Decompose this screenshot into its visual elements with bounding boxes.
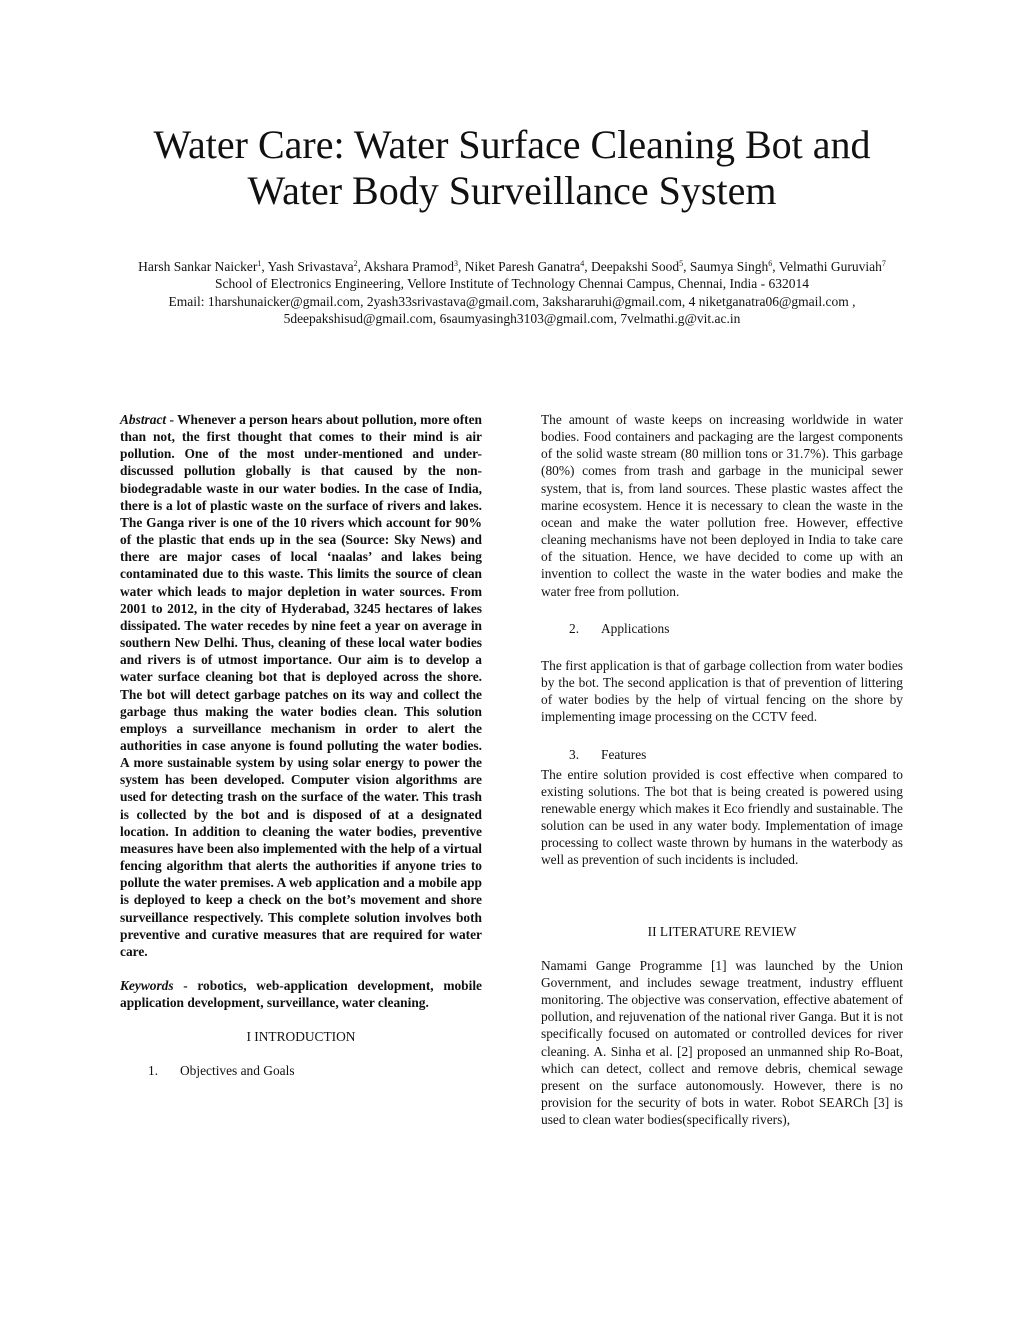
abstract-dash: - xyxy=(166,412,178,427)
author-index: 3 xyxy=(453,259,458,268)
keywords-text: robotics, web-application development, mobile application development, surveillance, water cleaning. xyxy=(120,978,482,1011)
author-separator: , xyxy=(261,259,268,274)
email-line-2: 5deepakshisud@gmail.com, 6saumyasingh3103@gmail.com, 7velmathi.g@vit.ac.in xyxy=(283,311,741,327)
paper-title xyxy=(0,122,1024,214)
subsection-heading-objectives xyxy=(120,1062,482,1079)
subsection-number: 2. xyxy=(569,620,580,636)
left-column xyxy=(120,411,482,1080)
paragraph-applications: The first application is that of garbage collection from water bodies by the bot. The second application is that of prevention of littering of water bodies by the help of virtual fencing on the shore by implementing image processing on the CCTV feed. xyxy=(541,657,903,725)
keywords xyxy=(120,977,482,1011)
section-heading-introduction: I INTRODUCTION xyxy=(246,1029,356,1045)
author-separator: , xyxy=(584,259,591,274)
author-name: Niket Paresh Ganatra xyxy=(464,259,581,274)
affiliation: School of Electronics Engineering, Vellore Institute of Technology Chennai Campus, Chennai, India - 632014 xyxy=(215,276,809,292)
keywords-dash: - xyxy=(173,978,198,993)
author-index: 2 xyxy=(353,259,358,268)
author-index: 6 xyxy=(768,259,773,268)
author-separator: , xyxy=(683,259,690,274)
abstract xyxy=(120,411,482,960)
author-index: 1 xyxy=(257,259,262,268)
author-index: 7 xyxy=(881,259,886,268)
author-name: Saumya Singh xyxy=(689,259,769,274)
author-name: Harsh Sankar Naicker xyxy=(138,259,258,274)
subsection-title: Features xyxy=(601,746,647,762)
section-heading-literature-review: II LITERATURE REVIEW xyxy=(647,923,797,939)
right-column xyxy=(541,411,903,1128)
subsection-title: Applications xyxy=(601,620,670,636)
author-separator: , xyxy=(357,259,364,274)
paragraph-features: The entire solution provided is cost effective when compared to existing solutions. The bot that is being created is powered using renewable energy which makes it Eco friendly and sustainable. The solution can be used in any water body. Implementation of image processing to collect waste thrown by humans in the waterbody as well as prevention of such incidents is included. xyxy=(541,766,903,868)
abstract-text: Whenever a person hears about pollution, more often than not, the first thought that comes to their mind is air pollution. One of the most under-mentioned and under-discussed pollution globally is that caused by the non-biodegradable waste in our water bodies. In the case of India, there is a lot of plastic waste on the surface of rivers and lakes. The Ganga river is one of the 10 rivers which account for 90% of the plastic that ends up in the sea (Source: Sky News) and there are major cases of local ‘naalas’ and lakes being contaminated due to this waste. This limits the source of clean water which leads to major depletion in water sources. From 2001 to 2012, in the city of Hyderabad, 3245 hectares of lakes dissipated. The water recedes by nine feet a year on average in southern New Delhi. Thus, cleaning of these local water bodies and rivers is of utmost importance. Our aim is to develop a water surface cleaning bot that is deployed across the shore. The bot will detect garbage patches on its way and collect the garbage thus making the water bodies clean. This solution employs a surveillance mechanism in order to alert the authorities in case anyone is found polluting the water bodies. A more sustainable system by using solar energy to power the system has been developed. Computer vision algorithms are used for detecting trash on the surface of the water. This trash is collected by the bot and is disposed of at a designated location. In addition to cleaning the water bodies, preventive measures have been also implemented with the help of a virtual fencing algorithm that alerts the authorities if anyone tries to pollute the water premises. A web application and a mobile app is deployed to keep a check on the bot’s movement and shore surveillance respectively. This complete solution involves both preventive and curative measures that are required for water care. xyxy=(120,412,482,959)
title-line-1: Water Care: Water Surface Cleaning Bot and xyxy=(153,122,871,167)
author-name: Akshara Pramod xyxy=(363,259,454,274)
title-line-2: Water Body Surveillance System xyxy=(247,168,777,213)
subsection-heading-applications xyxy=(541,620,903,637)
subsection-heading-features xyxy=(541,746,903,763)
author-name: Yash Srivastava xyxy=(267,259,354,274)
author-name: Deepakshi Sood xyxy=(590,259,680,274)
keywords-label: Keywords xyxy=(120,978,174,993)
author-index: 5 xyxy=(679,259,684,268)
author-block xyxy=(110,258,914,328)
paragraph-literature-review: Namami Gange Programme [1] was launched by the Union Government, and includes sewage treatment, industry effluent monitoring. The objective was conservation, effective abatement of pollution, and rejuvenation of the national river Ganga. But it is not specifically focused on automated or controlled devices for river cleaning. A. Sinha et al. [2] proposed an unmanned ship Ro-Boat, which can detect, collect and remove debris, chemical sewage present on the surface autonomously. However, there is no provision for the security of bots in water. Robot SEARCh [3] is used to clean water bodies(specifically rivers), xyxy=(541,957,903,1128)
abstract-label: Abstract xyxy=(120,412,167,427)
paragraph-objectives: The amount of waste keeps on increasing worldwide in water bodies. Food containers and packaging are the largest components of the solid waste stream (80 million tons or 31.7%). This garbage (80%) comes from trash and garbage in the municipal sewer system, that is, from land sources. These plastic wastes affect the marine ecosystem. Hence it is necessary to clean the waste in the ocean and make the water pollution free. However, effective cleaning mechanisms have not been deployed in India to take care of the situation. Hence, we have decided to come up with an invention to collect the waste in the water bodies and make the water free from pollution. xyxy=(541,412,903,599)
author-name: Velmathi Guruviah xyxy=(778,259,882,274)
subsection-number: 1. xyxy=(148,1063,159,1079)
author-separator: , xyxy=(772,259,779,274)
email-line-1: Email: 1harshunaicker@gmail.com, 2yash33srivastava@gmail.com, 3akshararuhi@gmail.com, 4 niketganatra06@gmail.com , xyxy=(168,293,856,309)
subsection-number: 3. xyxy=(569,746,580,762)
author-index: 4 xyxy=(580,259,585,268)
subsection-title: Objectives and Goals xyxy=(180,1063,295,1079)
author-separator: , xyxy=(457,259,465,274)
author-names xyxy=(110,258,914,275)
